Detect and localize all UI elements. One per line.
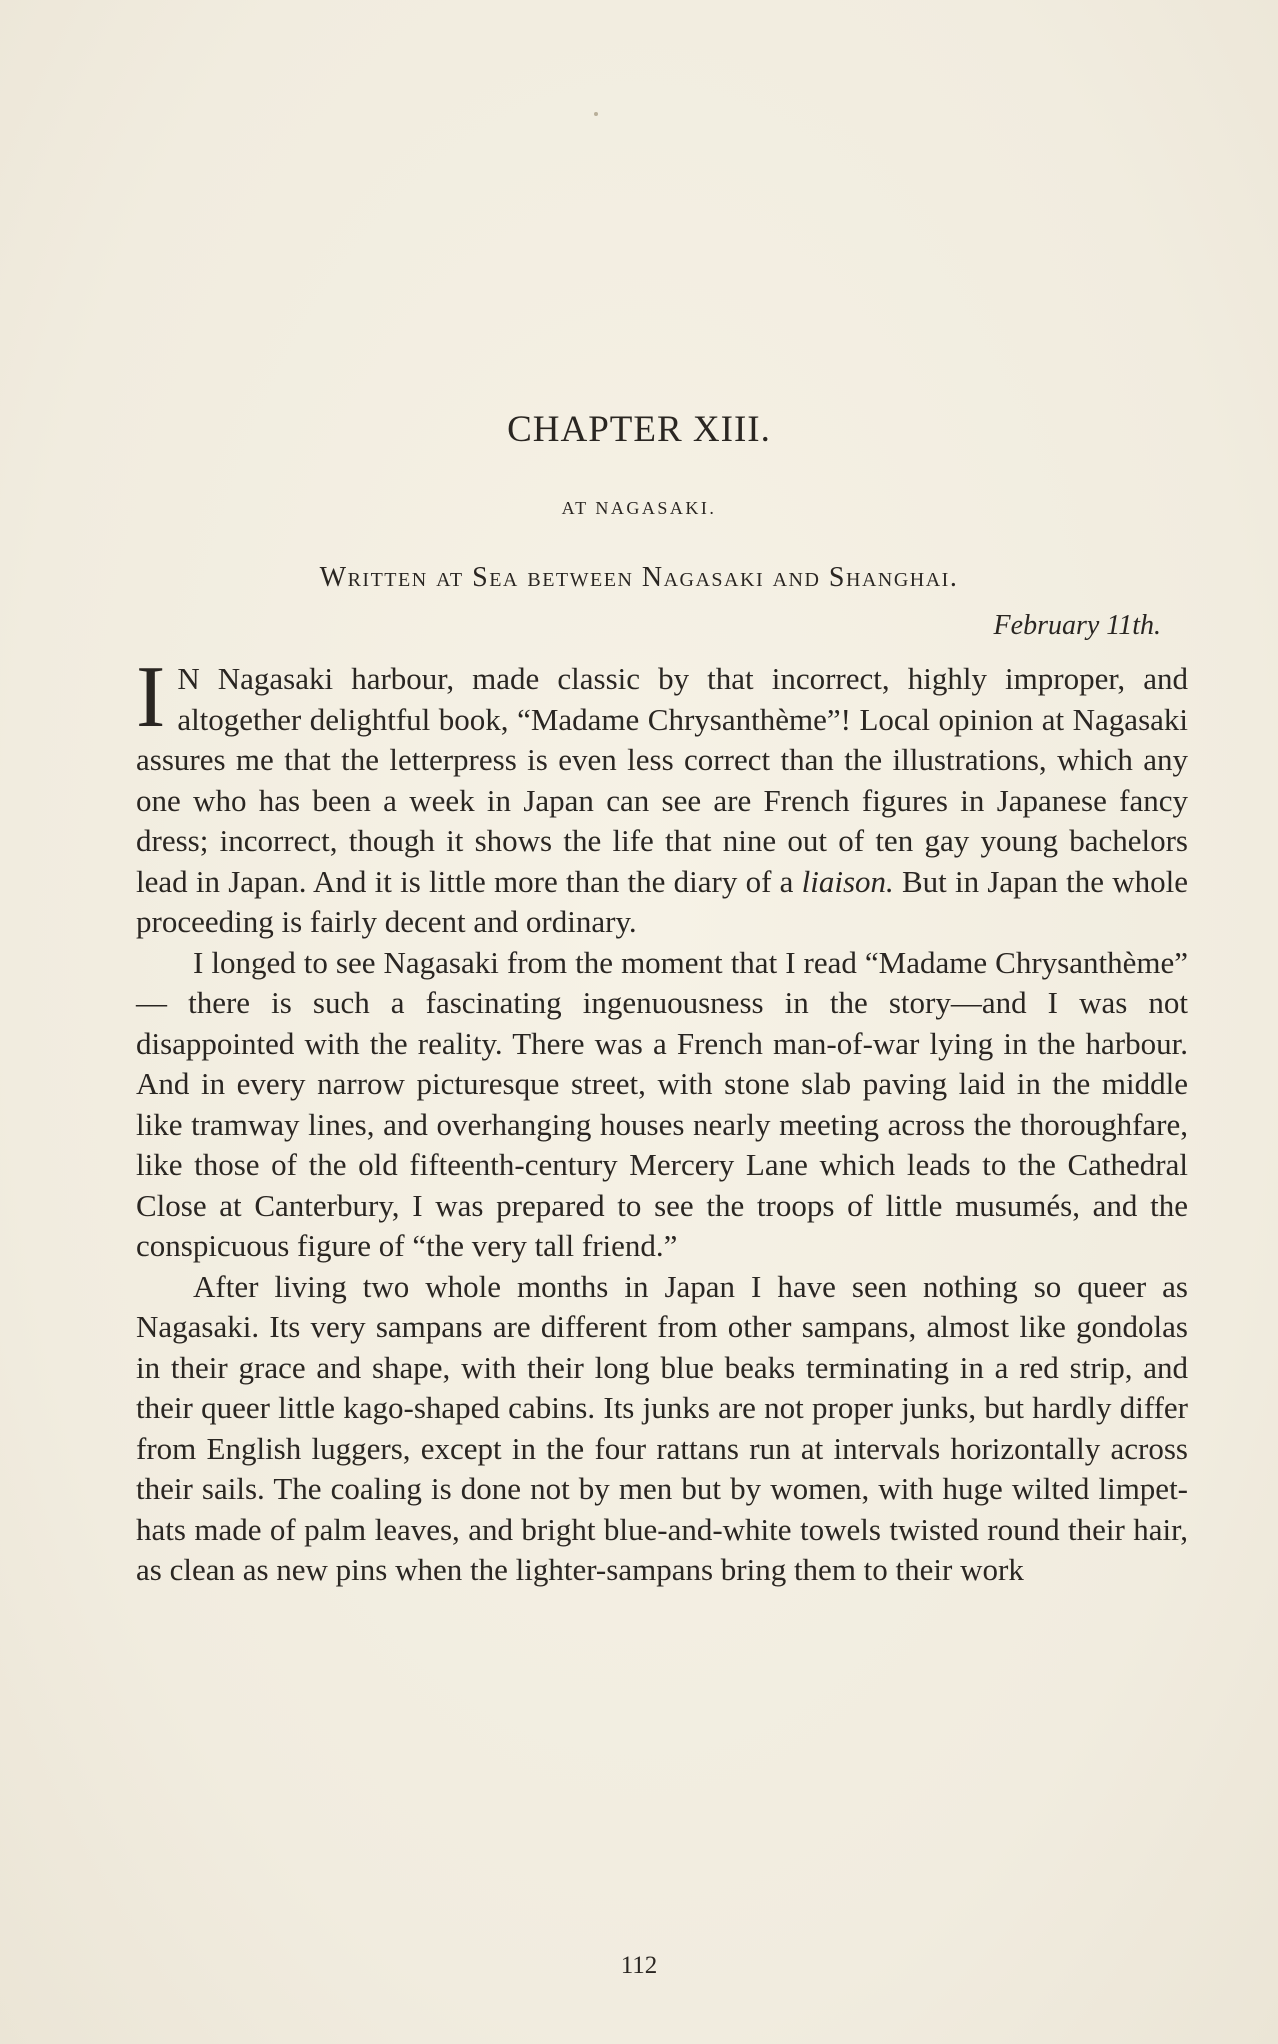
section-heading: Written at Sea between Nagasaki and Shanghai.: [319, 562, 959, 593]
paper-speck: [594, 112, 598, 116]
paragraph-1-text: N Nagasaki harbour, made classic by that incorrect, highly improper, and altogether delightful book, “Madame Chrysanthème”! Local opinion at Nagasaki assures me that the letterpress is even less correct than the illustrations, which any one who has been a week in Japan can see are French figures in Japanese fancy dress; incorrect, though it shows the life that nine out of ten gay young bachelors lead in Japan. And it is little more than the diary of a: [136, 661, 1188, 899]
entry-date: February 11th.: [993, 610, 1161, 641]
page-number: 112: [620, 1952, 658, 1979]
drop-cap: I: [136, 649, 166, 746]
paragraph-1-tail: But in Japan the whole proceeding is fairly decent and ordinary.: [136, 863, 1188, 939]
paragraph-3: After living two whole months in Japan I have seen nothing so queer as Nagasaki. Its very sampans are different from other sampans, almost like gondolas in their grace and shape, with their long blue beaks terminating in a red strip, and their queer little kago-shaped cabins. Its junks are not proper junks, but hardly differ from English luggers, except in the four rattans run at intervals horizontally across their sails. The coaling is done not by men but by women, with huge wilted limpet-hats made of palm leaves, and bright blue-and-white towels twisted round their hair, as clean as new pins when the lighter-sampans bring them to their work: [136, 1268, 1188, 1587]
paragraph-1-italic: liaison.: [801, 863, 894, 899]
paragraph-2: I longed to see Nagasaki from the moment that I read “Madame Chrysanthème” — there is such a fascinating ingenuousness in the story—and I was not disappointed with the reality. There was a French man-of-war lying in the harbour. And in every narrow picturesque street, with stone slab paving laid in the middle like tramway lines, and overhanging houses nearly meeting across the thoroughfare, like those of the old fifteenth-century Mercery Lane which leads to the Cathedral Close at Canterbury, I was prepared to see the troops of little musumés, and the conspicuous figure of “the very tall friend.”: [136, 944, 1188, 1263]
chapter-title: CHAPTER XIII.: [507, 409, 771, 450]
paragraph-1: [136, 649, 1188, 943]
body-text: [136, 649, 1188, 1591]
chapter-subtitle: AT NAGASAKI.: [561, 498, 717, 518]
